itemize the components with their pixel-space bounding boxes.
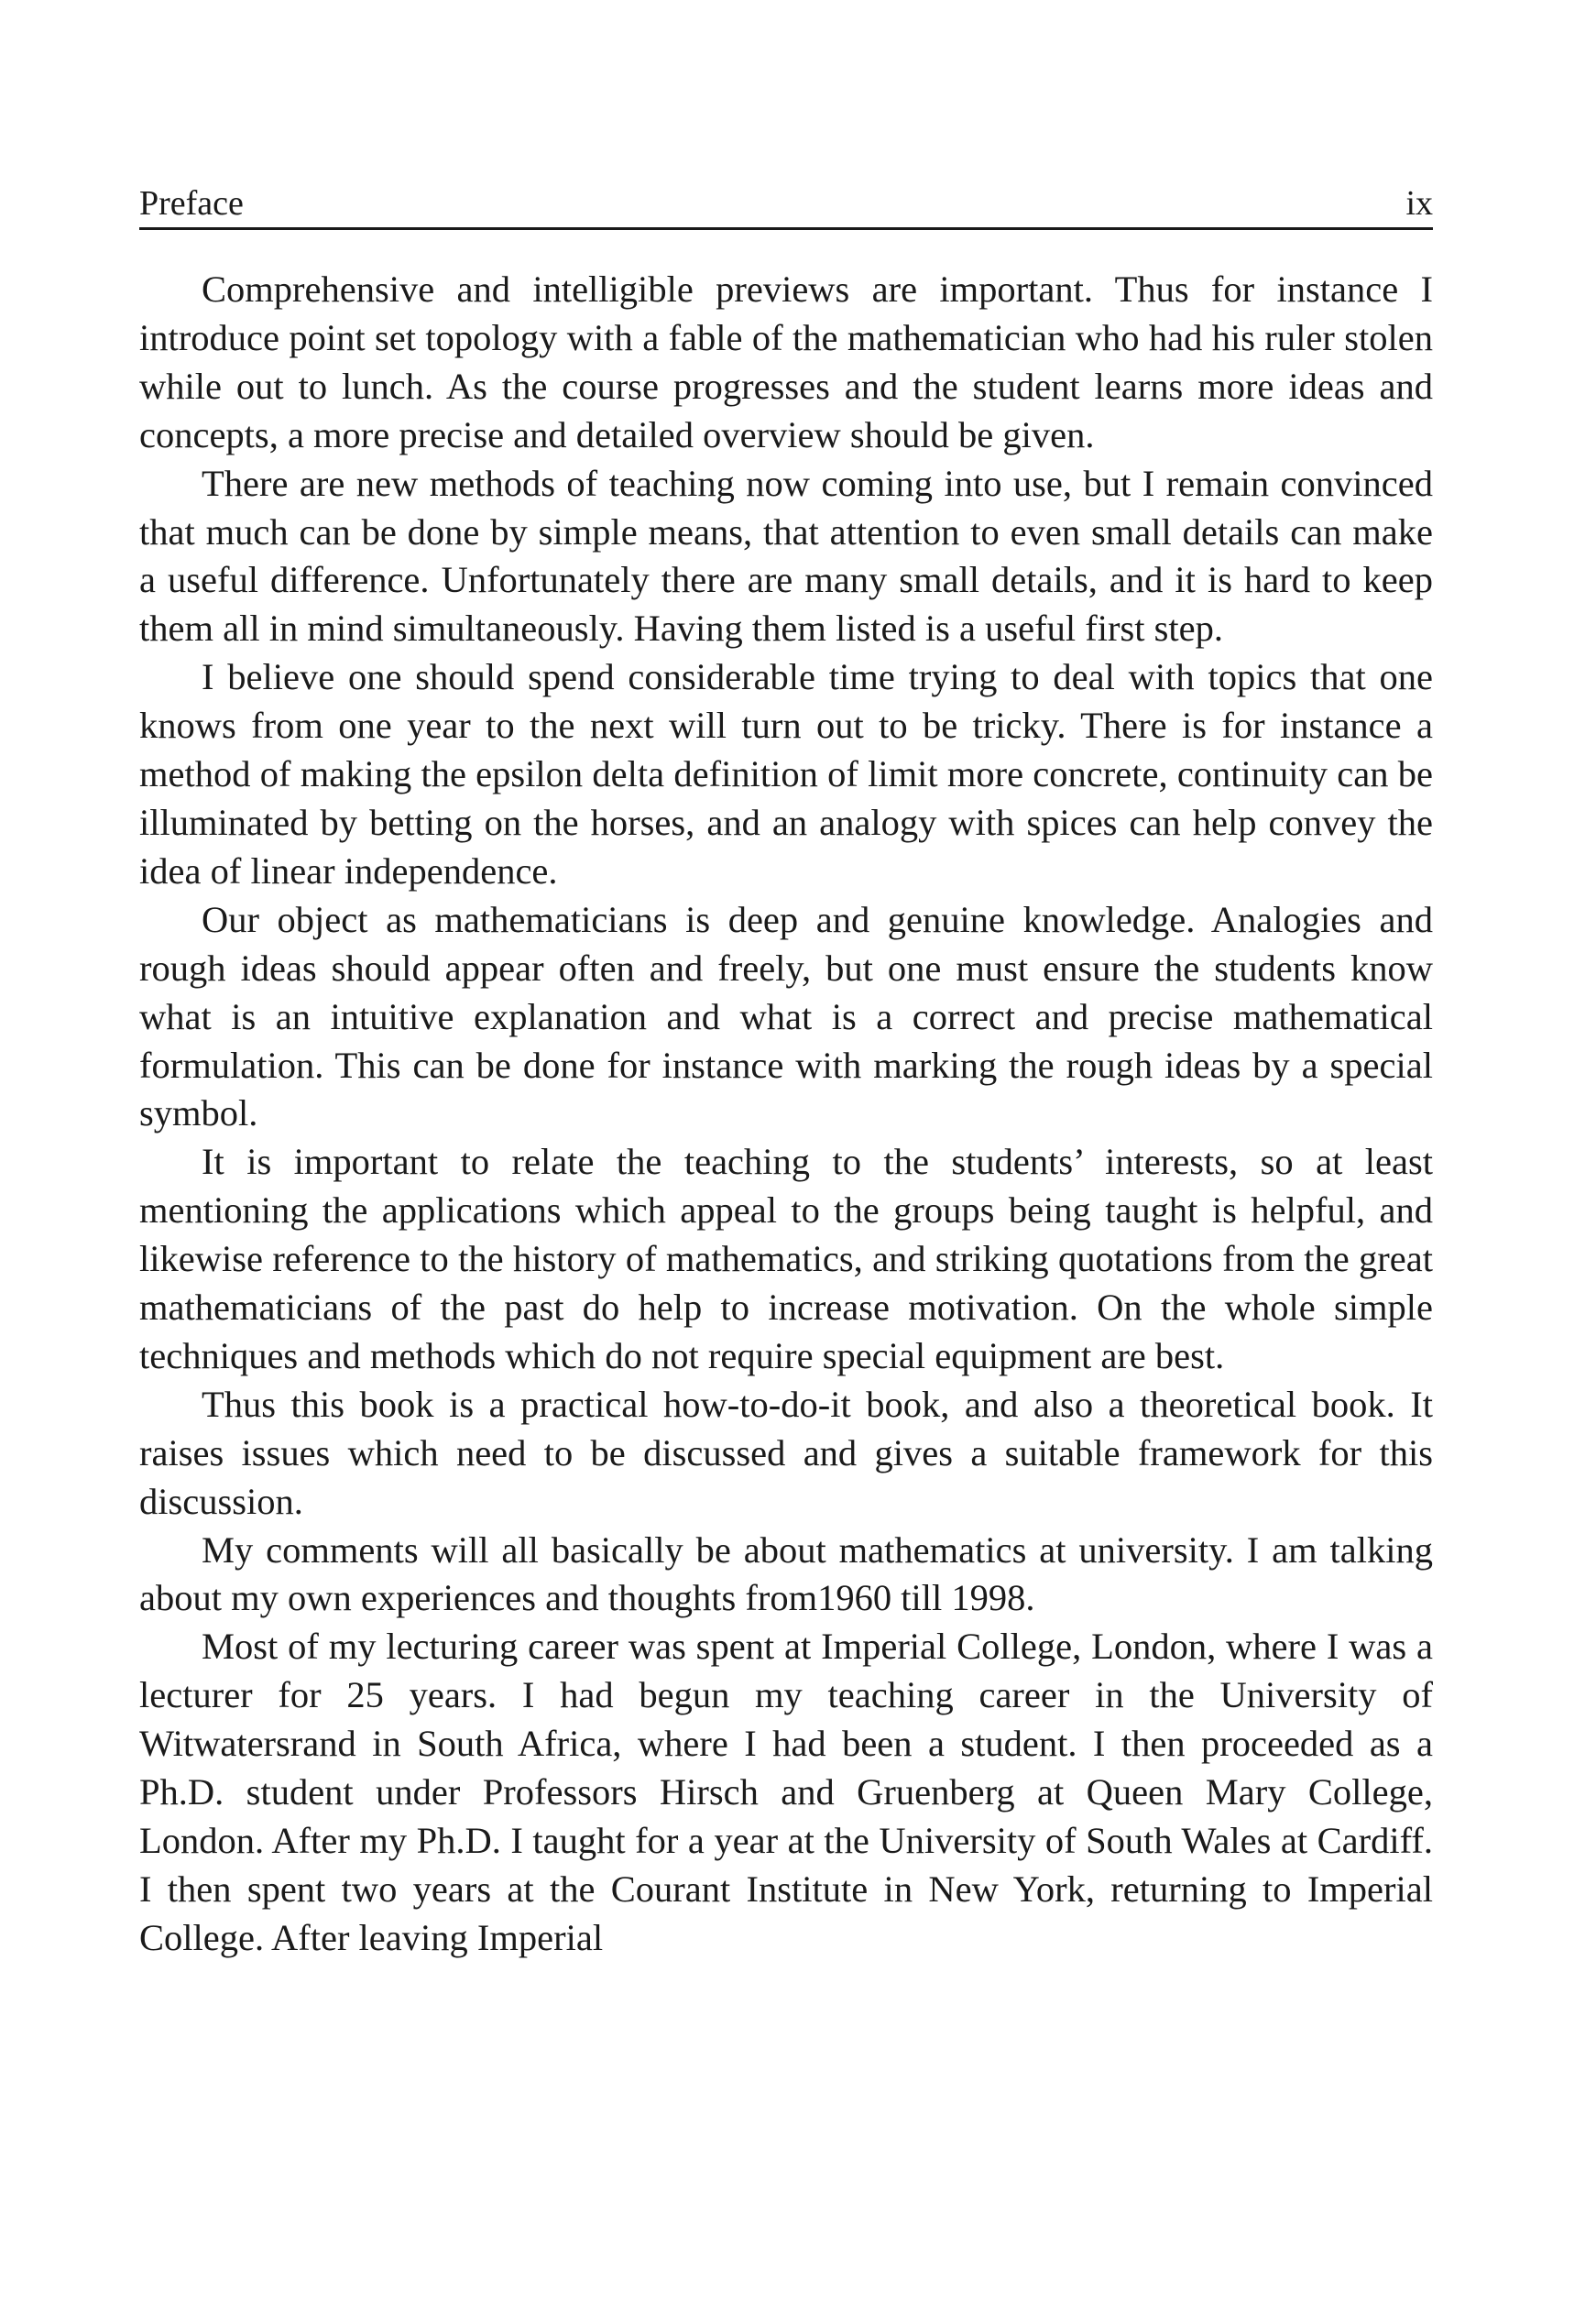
paragraph-teaching-methods: There are new methods of teaching now coming into use, but I remain convinced that much can be done by simple means, that attention to even small details can make a useful difference. Unfortunately there are many small details, and it is hard to keep them all in mind simultaneously. Having them listed is a useful first step. — [139, 462, 1433, 650]
paragraph-student-interests: It is important to relate the teaching to the students’ interests, so at least mentioning the applications which appeal to the groups being taught is helpful, and likewise reference to the history of mathematics, and striking quotations from the great mathematicians of the past do help to increase motivation. On the whole simple techniques and methods which do not require special equipment are best. — [139, 1141, 1433, 1376]
paragraph-practical-book: Thus this book is a practical how-to-do-it book, and also a theoretical book. It raises issues which need to be discussed and gives a suitable framework for this discussion. — [139, 1383, 1433, 1522]
body-text — [139, 266, 1433, 1963]
paragraph-genuine-knowledge: Our object as mathematicians is deep and genuine knowledge. Analogies and rough ideas should appear often and freely, but one must ensure the students know what is an intuitive explanation and what is a correct and precise mathematical formulation. This can be done for instance with marking the rough ideas by a special symbol. — [139, 898, 1433, 1134]
paragraph-previews: Comprehensive and intelligible previews are important. Thus for instance I introduce point set topology with a fable of the mathematician who had his ruler stolen while out to lunch. As the course progresses and the student learns more ideas and concepts, a more precise and detailed overview should be given. — [139, 268, 1433, 455]
paragraph-university-comments: My comments will all basically be about mathematics at university. I am talking about my own experiences and thoughts from1960 till 1998. — [139, 1528, 1433, 1619]
paragraph-lecturing-career: Most of my lecturing career was spent at Imperial College, London, where I was a lecturer for 25 years. I had begun my teaching career in the University of Witwatersrand in South Africa, where I had been a student. I then proceeded as a Ph.D. student under Professors Hirsch and Gruenberg at Queen Mary College, London. After my Ph.D. I taught for a year at the University of South Wales at Cardiff. I then spent two years at the Courant Institute in New York, returning to Imperial College. After leaving Imperial — [139, 1626, 1433, 1958]
running-head — [139, 181, 1433, 230]
page-number: ix — [1405, 184, 1433, 223]
paragraph-tricky-topics: I believe one should spend considerable time trying to deal with topics that one knows from one year to the next will turn out to be tricky. There is for instance a method of making the epsilon delta definition of limit more concrete, continuity can be illuminated by betting on the horses, and an analogy with spices can help convey the idea of linear independence. — [139, 656, 1433, 892]
running-title: Preface — [139, 184, 244, 223]
